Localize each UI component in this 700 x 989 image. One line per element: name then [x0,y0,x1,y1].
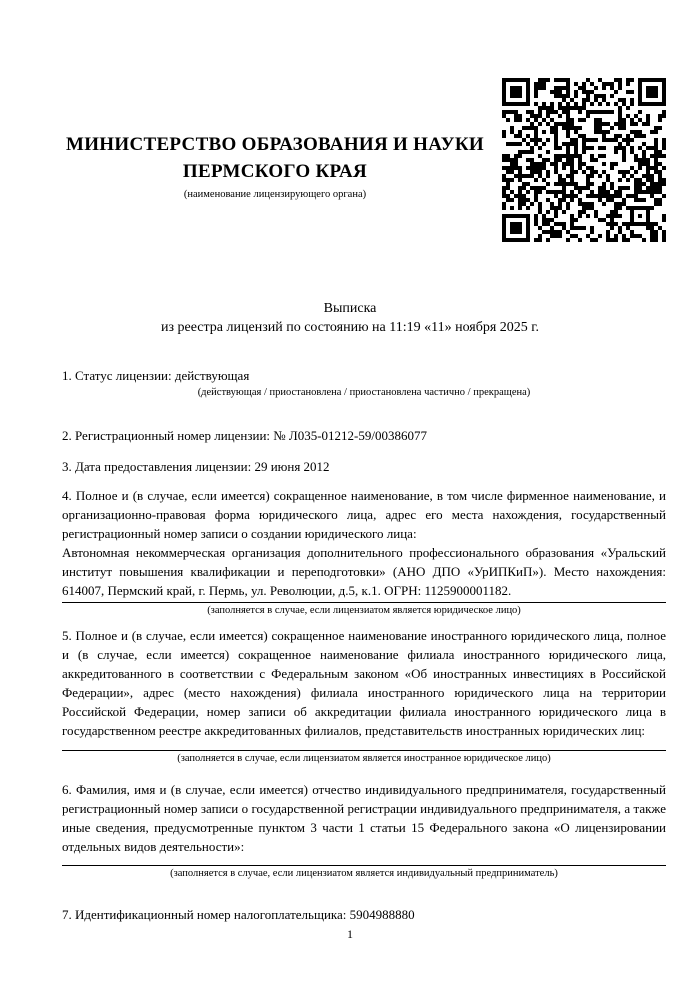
item-license-grant-date [62,457,666,476]
individual-entrepreneur-blank-value [62,856,666,865]
foreign-entity-blank-value [62,740,666,750]
document-title [0,299,700,337]
legal-entity-fill-line [62,602,666,603]
licensing-authority-name [60,131,490,185]
foreign-entity-label: 5. Полное и (в случае, если имеется) сокращенное наименование иностранного юридического лица, полное и (в случае, если имеется) сокращенное наименование филиала иностранного юридического лица, аккредитованного в соответствии с Федеральным законом «Об иностранных инвестициях в Российской Федерации», адрес (место нахождения) филиала иностранного юридического лица на территории Российской Федерации, номер записи об аккредитации филиала иностранного юридического лица в государственном реестре аккредитованных филиалов, представительств иностранных юридических лиц: [62,628,666,738]
license-grant-date-text: 3. Дата предоставления лицензии: 29 июня 2012 [62,459,330,474]
licensing-authority-caption: (наименование лицензирующего органа) [183,189,367,200]
individual-entrepreneur-label: 6. Фамилия, имя и (в случае, если имеется) отчество индивидуального предпринимателя, государственный регистрационный номер записи о государственной регистрации индивидуального предпринимателя, а также иные сведения, предусмотренные пунктом 3 части 1 статьи 15 Федерального закона «О лицензировании отдельных видов деятельности»: [62,782,666,854]
individual-entrepreneur-fill-line [62,865,666,866]
taxpayer-number-text: 7. Идентификационный номер налогоплательщика: 5904988880 [62,907,415,922]
individual-entrepreneur-caption: (заполняется в случае, если лицензиатом является индивидуальный предприниматель) [170,868,558,879]
license-status-text: 1. Статус лицензии: действующая [62,368,250,383]
license-status-caption: (действующая / приостановлена / приостановлена частично / прекращена) [197,387,531,398]
legal-entity-label: 4. Полное и (в случае, если имеется) сокращенное наименование, в том числе фирменное наименование, и организационно-правовая форма юридического лица, адрес его места нахождения, государственный регистрационный номер записи о создании юридического лица: [62,488,666,541]
item-taxpayer-number [62,905,666,924]
document-body [62,366,666,924]
item-foreign-entity [62,626,666,766]
registration-number-text: 2. Регистрационный номер лицензии: № Л035-01212-59/00386077 [62,428,428,443]
foreign-entity-caption: (заполняется в случае, если лицензиатом является иностранное юридическое лицо) [177,753,551,764]
item-registration-number [62,426,666,445]
item-license-status [62,366,666,400]
document-title-line1: Выписка [323,301,377,316]
org-name-line1: МИНИСТЕРСТВО ОБРАЗОВАНИЯ И НАУКИ [65,134,485,155]
org-name-line2: ПЕРМСКОГО КРАЯ [182,161,368,182]
legal-entity-caption: (заполняется в случае, если лицензиатом является юридическое лицо) [207,605,521,616]
page-number: 1 [347,927,353,941]
foreign-entity-fill-line [62,750,666,751]
legal-entity-value: Автономная некоммерческая организация дополнительного профессионального образования «Уральский институт повышения квалификации и переподготовки» (АНО ДПО «УрИПКиП»). Место нахождения: 614007, Пермский край, г. Пермь, ул. Революции, д.5, к.1. ОГРН: 1125900001182. [62,545,666,598]
item-legal-entity [62,486,666,618]
qr-code-image [502,78,666,242]
licensing-authority-block [60,131,490,201]
item-individual-entrepreneur [62,780,666,881]
document-title-line2: из реестра лицензий по состоянию на 11:19 «11» ноября 2025 г. [161,320,539,335]
